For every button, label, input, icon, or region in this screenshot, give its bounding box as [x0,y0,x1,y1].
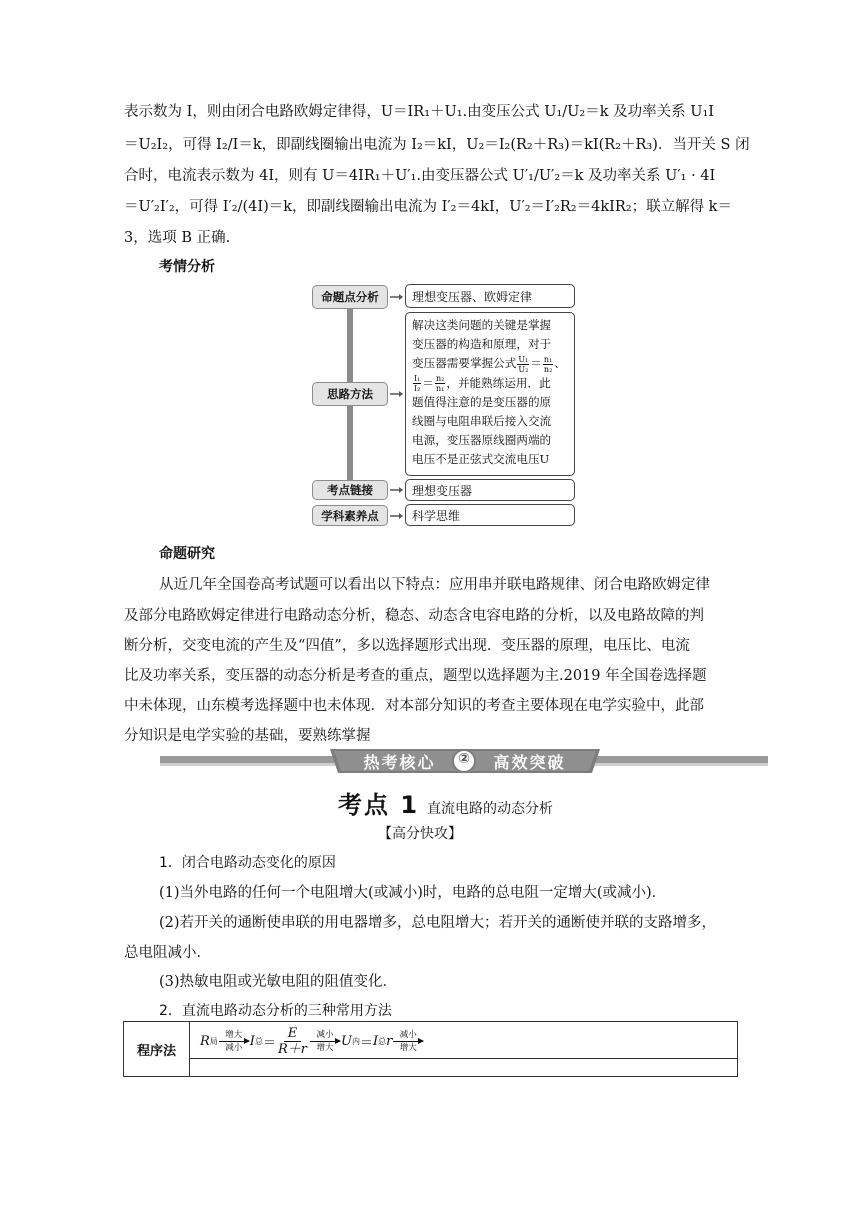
kaodian-title [338,785,553,820]
method-formula-cell [190,1022,737,1059]
label-mingtidian: 命题点分析 [312,285,388,309]
formula-u-ratio: $\frac{\text{U₁}}{\text{U₂}}$ [518,354,529,374]
solution-line-3: 合时，电流表示数为 4I，则有 U＝4IR₁＋U′₁.由变压器公式 U′₁/U′₂＝k 及功率关系 U′₁ · 4I [124,168,716,184]
formula-i-ratio: $\frac{\text{I₁}}{\text{I₂}}$ [414,374,421,393]
section1-title: 1．闭合电路动态变化的原因 [159,855,336,871]
arrow-icon: 增大 减小 [219,1030,249,1053]
label-suyang: 学科素养点 [312,505,388,526]
label-kaodian: 考点链接 [312,480,388,500]
research-line-2: 及部分电路欧姆定律进行电路动态分析，稳态、动态含电容电路的分析，以及电路故障的判 [124,608,704,624]
section1-item-2: (2)若开关的通断使串联的用电器增多，总电阻增大；若开关的通断使并联的支路增多， [159,915,717,931]
banner-right-text: 高效突破 [493,753,566,772]
section2-title: 2．直流电路动态分析的三种常用方法 [159,1003,392,1019]
kaodian-number: 考点 1 [338,791,420,819]
arrow-icon [389,485,404,495]
box-silu [405,312,575,476]
research-line-1: 从近几年全国卷高考试题可以看出以下特点：应用串并联电路规律、闭合电路欧姆定律 [159,577,710,593]
methods-table [123,1021,738,1077]
gaofen-heading: 【高分快攻】 [378,826,462,842]
silu-line-7: 电源，变压器原线圈两端的 [412,433,552,447]
research-line-6: 分知识是电学实验的基础，要熟练掌握 [124,728,371,744]
method-name-cell: 程序法 [124,1022,190,1076]
silu-line-6: 线圈与电阻串联后接入交流 [412,414,552,428]
formula-n-ratio: $\frac{\text{n₁}}{\text{n₂}}$ [543,354,553,374]
section-banner [160,747,768,775]
arrow-icon [389,511,404,521]
silu-line-3: 变压器需要掌握公式 $\frac{\text{U₁}}{\text{U₂}}$ ＝ $\frac{\text{n₁}}{\text{n₂}}$ 、 [412,354,566,374]
research-line-3: 断分析，交变电流的产生及“四值”，多以选择题形式出现．变压器的原理，电压比、电流 [124,638,690,654]
research-line-4: 比及功率关系，变压器的动态分析是考查的重点，题型以选择题为主.2019 年全国卷选择题 [124,668,707,684]
section1-item-2-cont: 总电阻减小． [124,945,211,961]
silu-line-2: 变压器的构造和原理，对于 [412,337,552,351]
box-kaodian: 理想变压器 [405,479,575,501]
arrow-icon: 减小 增大 [310,1030,340,1053]
solution-line-5: 3，选项 B 正确. [124,230,231,246]
arrow-icon: 减小 增大 [393,1030,423,1053]
arrow-icon [389,389,404,399]
label-silu: 思路方法 [312,382,388,406]
banner-left-text: 热考核心 [363,753,436,772]
silu-line-4: $\frac{\text{I₁}}{\text{I₂}}$ ＝ $\frac{\text{n₂}}{\text{n₁}}$ ，并能熟练运用．此 [414,374,551,393]
silu-line-8: 电压不是正弦式交流电压U [412,452,550,466]
box-suyang: 科学思维 [405,504,575,526]
program-method-formula: R 局 增大 减小 I 总 ＝ E R＋r 减小 增大 U 内 ＝ I 总 r 减小 增大 [200,1026,424,1056]
silu-line-1: 解决这类问题的关键是掌握 [412,318,552,332]
research-heading: 命题研究 [159,546,215,562]
section1-item-3: (3)热敏电阻或光敏电阻的阻值变化． [159,974,398,990]
analysis-heading: 考情分析 [159,259,215,275]
formula-n-ratio-2: $\frac{\text{n₂}}{\text{n₁}}$ [435,374,445,393]
kaodian-topic: 直流电路的动态分析 [427,801,554,817]
solution-line-2: ＝U₂I₂，可得 I₂/I＝k，即副线圈输出电流为 I₂＝kI，U₂＝I₂(R₂＋R₃)＝kI(R₂＋R₃)．当开关 S 闭 [124,137,750,153]
analysis-diagram [312,283,576,529]
research-line-5: 中未体现，山东模考选择题中也未体现．对本部分知识的考查主要体现在电学实验中，此部 [124,698,704,714]
box-mingtidian: 理想变压器、欧姆定律 [405,284,575,308]
banner-badge: ② [458,751,470,767]
silu-line-5: 题值得注意的是变压器的原 [412,395,552,409]
current-fraction: E R＋r [277,1025,307,1057]
solution-line-4: ＝U′₂I′₂，可得 I′₂/(4I)＝k，即副线圈输出电流为 I′₂＝4kI，U′₂＝I′₂R₂＝4kIR₂；联立解得 k＝ [124,199,732,215]
arrow-icon [389,292,404,302]
section1-item-1: (1)当外电路的任何一个电阻增大(或减小)时，电路的总电阻一定增大(或减小)． [159,885,667,901]
solution-line-1: 表示数为 I，则由闭合电路欧姆定律得，U＝IR₁＋U₁.由变压公式 U₁/U₂＝k 及功率关系 U₁I [124,104,714,120]
